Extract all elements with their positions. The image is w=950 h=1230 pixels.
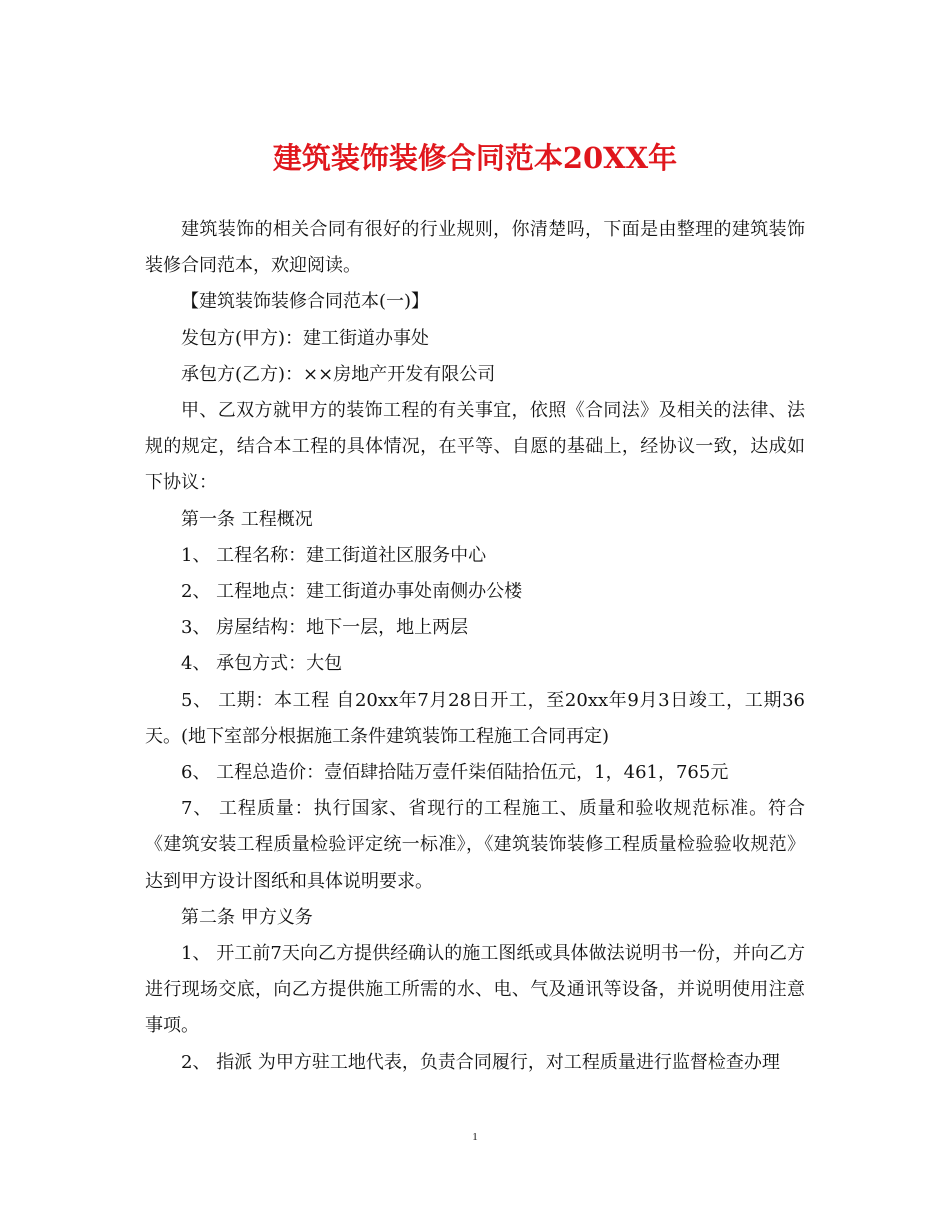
- paragraph-section-heading: 【建筑装饰装修合同范本(一)】: [181, 291, 430, 313]
- paragraph-party-b: 承包方(乙方)：××房地产开发有限公司: [181, 363, 496, 385]
- paragraph-item: 7、 工程质量：执行国家、省现行的工程施工、质量和验收规范标准。符合《建筑安装工程质量检验评定统一标准》，《建筑装饰装修工程质量检验验收规范》达到甲方设计图纸和具体说明要求。: [145, 798, 805, 892]
- paragraph-item: 3、 房屋结构：地下一层，地上两层: [181, 617, 469, 639]
- paragraph-item: 5、 工期：本工程 自20xx年7月28日开工，至20xx年9月3日竣工，工期36天。(地下室部分根据施工条件建筑装饰工程施工合同再定): [145, 689, 805, 747]
- paragraph-item: 2、 工程地点：建工街道办事处南侧办公楼: [181, 581, 523, 603]
- document-body: [145, 212, 805, 1081]
- paragraph-intro: 建筑装饰的相关合同有很好的行业规则，你清楚吗，下面是由整理的建筑装饰装修合同范本，欢迎阅读。: [145, 219, 805, 277]
- paragraph-agreement: 甲、乙双方就甲方的装饰工程的有关事宜，依照《合同法》及相关的法律、法规的规定，结合本工程的具体情况，在平等、自愿的基础上，经协议一致，达成如下协议：: [145, 400, 805, 494]
- paragraph-item: 2、 指派 为甲方驻工地代表，负责合同履行，对工程质量进行监督检查办理: [181, 1051, 780, 1073]
- paragraph-item: 4、 承包方式：大包: [181, 653, 343, 675]
- paragraph-item: 1、 工程名称：建工街道社区服务中心: [181, 544, 487, 566]
- paragraph-item: 1、 开工前7天向乙方提供经确认的施工图纸或具体做法说明书一份，并向乙方进行现场交底，向乙方提供施工所需的水、电、气及通讯等设备，并说明使用注意事项。: [145, 943, 805, 1037]
- paragraph-article-2: 第二条 甲方义务: [181, 906, 313, 928]
- paragraph-party-a: 发包方(甲方)：建工街道办事处: [181, 327, 430, 349]
- paragraph-article-1: 第一条 工程概况: [181, 508, 313, 530]
- paragraph-item: 6、 工程总造价：壹佰肆拾陆万壹仟柒佰陆拾伍元，1，461，765元: [181, 762, 729, 784]
- page-number: 1: [472, 1131, 478, 1143]
- document-title: 建筑装饰装修合同范本20XX年: [272, 141, 678, 175]
